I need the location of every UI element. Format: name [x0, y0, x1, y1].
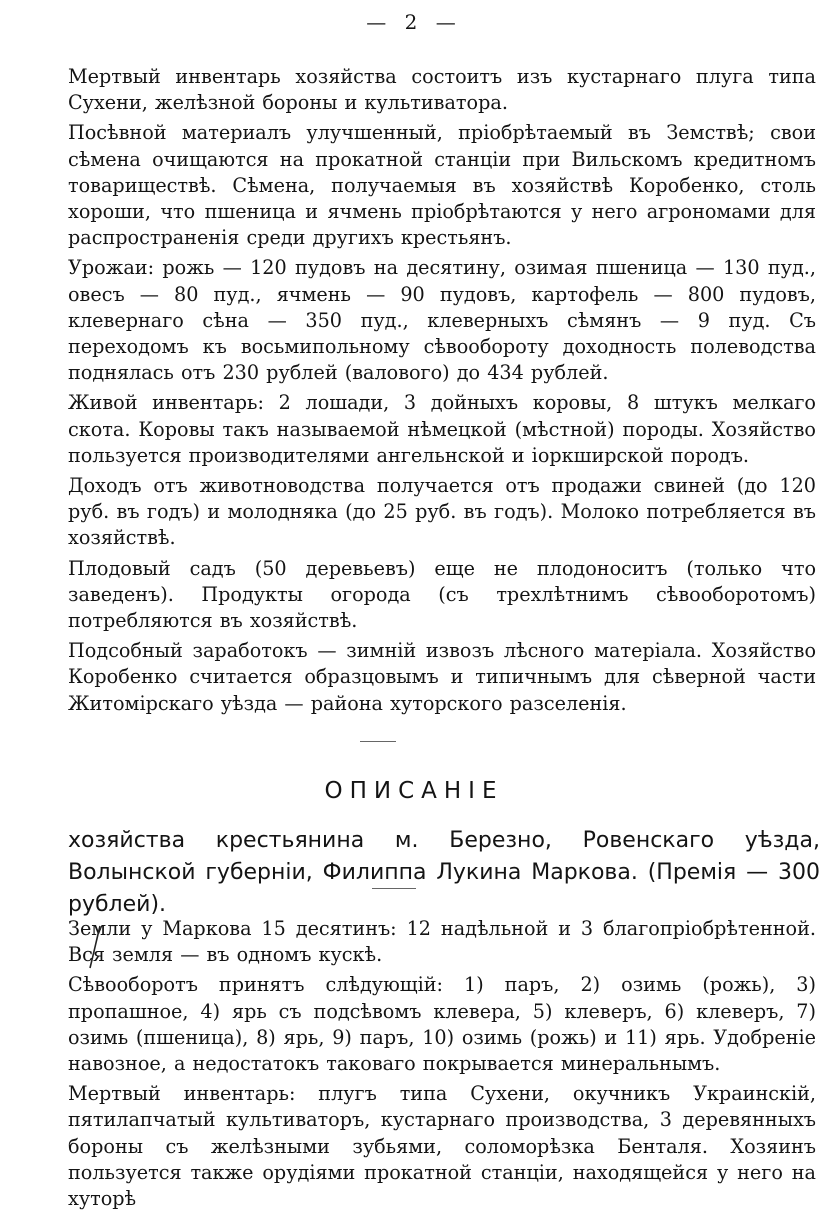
paragraph-markov-inventory: Мертвый инвентарь: плугъ типа Сухени, окучникъ Украинскій, пятилапчатый культиваторъ, кустарнаго производства, 3 деревянныхъ бороны съ желѣзными зубьями, соломорѣзка Бенталя. Хозяинъ пользуется также орудіями прокатной станціи, находящейся у него на хуторѣ	[68, 1082, 816, 1211]
page-number: — 2 —	[366, 10, 462, 34]
paragraph-livestock: Живой инвентарь: 2 лошади, 3 дойныхъ коровы, 8 штукъ мелкаго скота. Коровы такъ называемой нѣмецкой (мѣстной) породы. Хозяйство пользуется производителями ангельнской и іоркширской породъ.	[68, 391, 816, 467]
paragraph-land: Земли у Маркова 15 десятинъ: 12 надѣльной и 3 благопріобрѣтенной. Вся земля — въ одномъ кускѣ.	[68, 917, 816, 967]
subtitle-divider	[372, 888, 416, 889]
paragraph-animal-income: Доходъ отъ животноводства получается отъ продажи свиней (до 120 руб. въ годъ) и молодняка (до 25 руб. въ годъ). Молоко потребляется въ хозяйствѣ.	[68, 474, 816, 550]
paragraph-seed-material: Посѣвной материалъ улучшенный, пріобрѣтаемый въ Земствѣ; свои сѣмена очищаются на прокатной станціи при Вильскомъ кредитномъ товариществѣ. Сѣмена, получаемыя въ хозяйствѣ Коробенко, столь хороши, что пшеница и ячмень пріобрѣтаются у него агрономами для распространенія среди другихъ крестьянъ.	[68, 121, 816, 250]
section-title: ОПИСАНІЕ	[324, 778, 504, 804]
paragraph-harvests: Урожаи: рожь — 120 пудовъ на десятину, озимая пшеница — 130 пуд., овесъ — 80 пуд., ячмень — 90 пудовъ, картофель — 800 пудовъ, клевернаго сѣна — 350 пуд., клеверныхъ сѣмянъ — 9 пуд. Съ переходомъ къ восьмипольному сѣвообороту доходность полеводства поднялась отъ 230 рублей (валового) до 434 рублей.	[68, 256, 816, 385]
handwritten-mark	[86, 924, 106, 970]
section-divider	[360, 741, 396, 742]
paragraph-orchard: Плодовый садъ (50 деревьевъ) еще не плодоноситъ (только что заведенъ). Продукты огорода (съ трехлѣтнимъ сѣвооборотомъ) потребляются въ хозяйствѣ.	[68, 556, 816, 633]
markov-section	[68, 916, 816, 1212]
paragraph-crop-rotation: Сѣвооборотъ принятъ слѣдующій: 1) паръ, 2) озимь (рожь), 3) пропашное, 4) ярь съ подсѣвомъ клевера, 5) клеверъ, 6) клеверъ, 7) озимь (пшеница), 8) ярь, 9) паръ, 10) озимь (рожь) и 11) ярь. Удобреніе навозное, а недостатокъ таковаго покрывается минеральнымъ.	[68, 973, 816, 1076]
paragraph-side-income: Подсобный заработокъ — зимній извозъ лѣсного матеріала. Хозяйство Коробенко считается образцовымъ и типичнымъ для сѣверной части Житомірскаго уѣзда — района хуторского разселенія.	[68, 639, 816, 715]
top-section	[68, 64, 816, 717]
section-subtitle: хозяйства крестьянина м. Березно, Ровенскаго уѣзда, Волынской губерніи, Филиппа Лукина Маркова. (Премія — 300 рублей).	[68, 828, 820, 917]
paragraph-dead-inventory: Мертвый инвентарь хозяйства состоитъ изъ кустарнаго плуга типа Сухени, желѣзной бороны и культиватора.	[68, 65, 816, 115]
